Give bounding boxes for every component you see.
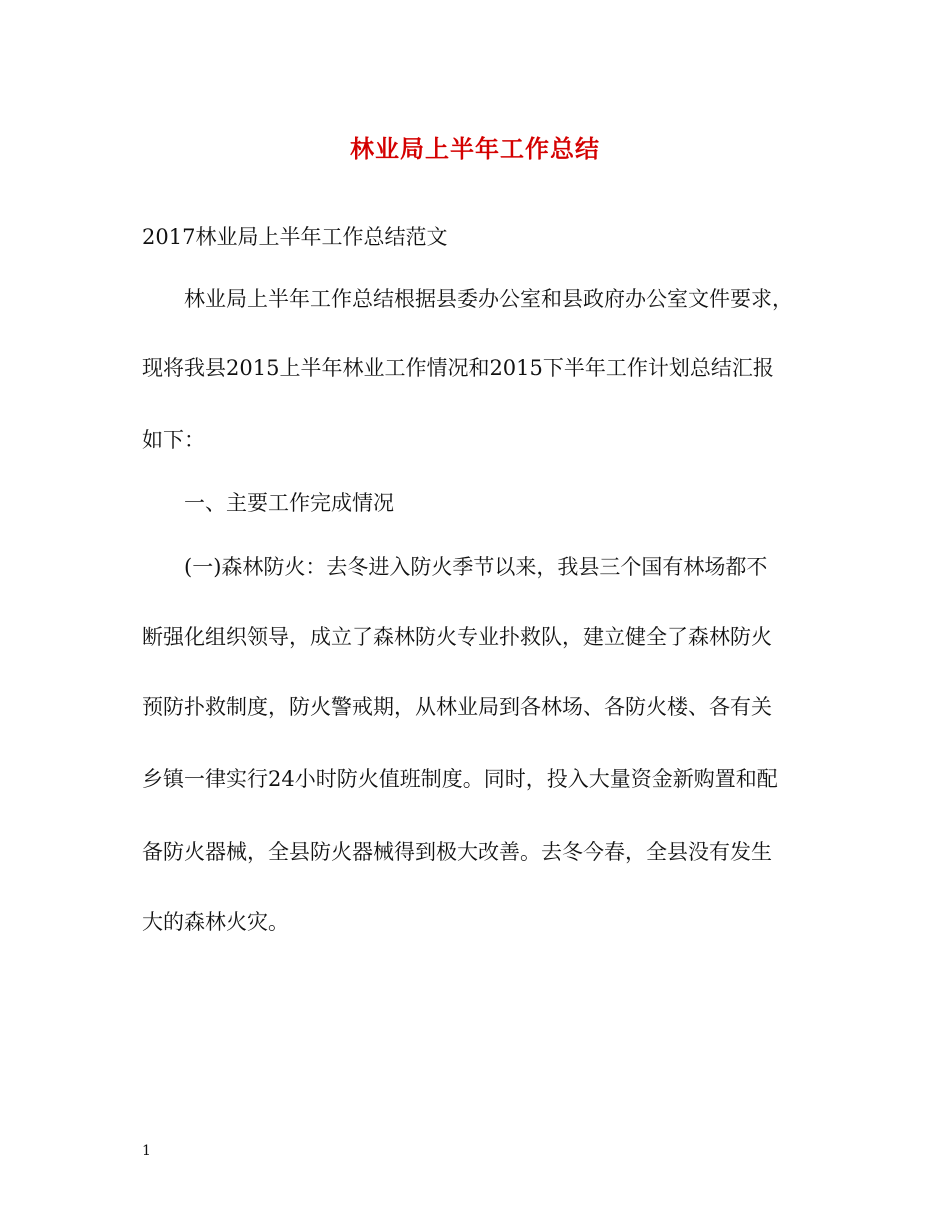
paragraph-1-line-2: 现将我县2015上半年林业工作情况和2015下半年工作计划总结汇报 xyxy=(142,356,774,380)
page-number: 1 xyxy=(142,1143,151,1159)
paragraph-1-line-3: 如下： xyxy=(142,428,205,452)
paragraph-2-line-3: 预防扑救制度，防火警戒期，从林业局到各林场、各防火楼、各有关 xyxy=(142,695,772,719)
paragraph-2-line-4: 乡镇一律实行24小时防火值班制度。同时，投入大量资金新购置和配 xyxy=(142,767,778,791)
paragraph-2-line-5: 备防火器械，全县防火器械得到极大改善。去冬今春，全县没有发生 xyxy=(142,840,772,864)
document-title: 林业局上半年工作总结 xyxy=(350,135,600,163)
document-subtitle: 2017林业局上半年工作总结范文 xyxy=(142,225,448,249)
section-heading: 一、主要工作完成情况 xyxy=(184,491,394,515)
paragraph-1-line-1: 林业局上半年工作总结根据县委办公室和县政府办公室文件要求， xyxy=(184,287,793,311)
paragraph-2-line-6: 大的森林火灾。 xyxy=(142,910,289,934)
paragraph-2-line-2: 断强化组织领导，成立了森林防火专业扑救队，建立健全了森林防火 xyxy=(142,625,772,649)
paragraph-2-line-1: (一)森林防火：去冬进入防火季节以来，我县三个国有林场都不 xyxy=(184,555,768,579)
